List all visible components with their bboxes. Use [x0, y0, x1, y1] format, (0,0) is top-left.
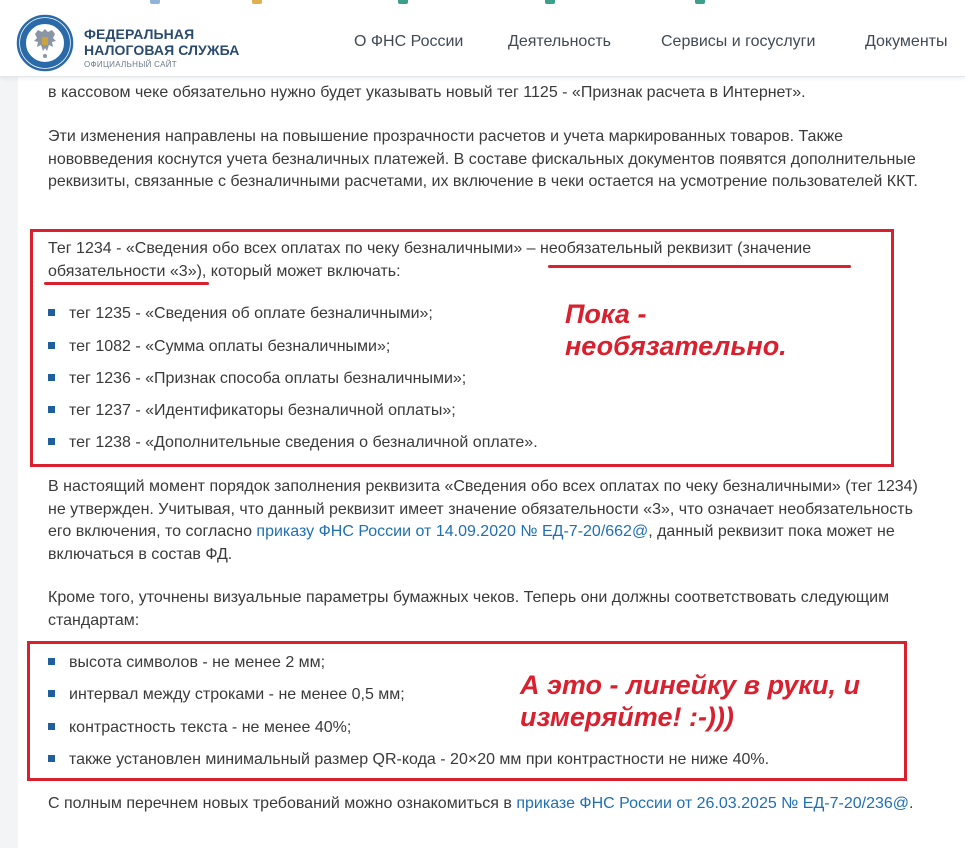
- tab-marker: [545, 0, 555, 4]
- tab-marker: [252, 0, 262, 4]
- top-tab-strip: [0, 0, 965, 8]
- tab-marker: [695, 0, 705, 4]
- nav-label: Деятельность: [508, 33, 611, 50]
- list-item-text: тег 1237 - «Идентификаторы безналичной оплаты»;: [69, 402, 456, 419]
- fns-emblem-icon[interactable]: [16, 14, 74, 72]
- list-item-text: тег 1238 - «Дополнительные сведения о безналичной оплате».: [69, 434, 538, 451]
- nav-item-activity[interactable]: [508, 8, 611, 76]
- annotation-text: Пока -: [565, 299, 647, 329]
- nav-item-documents[interactable]: [865, 8, 947, 76]
- annotation-note-measure: [520, 669, 860, 733]
- annotation-underline: [44, 282, 209, 285]
- text-span: С полным перечнем новых требований можно ознакомиться в: [48, 795, 517, 812]
- annotation-text: измеряйте! :-))): [520, 702, 734, 732]
- text-span: .: [909, 795, 914, 812]
- nav-item-about[interactable]: [354, 8, 463, 76]
- text-span: , данный реквизит пока может не включаться в состав ФД.: [48, 523, 895, 563]
- nav-label: О ФНС России: [354, 33, 464, 50]
- logo-title-line1: ФЕДЕРАЛЬНАЯ: [84, 26, 195, 42]
- list-item-text: контрастность текста - не менее 40%;: [69, 719, 352, 736]
- paragraph-tag-1125: в кассовом чеке обязательно нужно будет указывать новый тег 1125 - «Признак расчета в Интернет».: [48, 84, 806, 101]
- annotation-underline: [548, 265, 851, 268]
- logo-title-line2: НАЛОГОВАЯ СЛУЖБА: [84, 42, 240, 58]
- paragraph-tag-1234-line2: обязательности «3»), который может включать:: [48, 263, 401, 280]
- annotation-text: необязательно.: [565, 331, 787, 361]
- paragraph-current-status: [48, 476, 918, 566]
- nav-label: Сервисы и госуслуги: [661, 33, 816, 50]
- list-item-text: высота символов - не менее 2 мм;: [69, 654, 326, 671]
- nav-label: Документы: [865, 33, 948, 50]
- paragraph-tag-1234-line1: Тег 1234 - «Сведения обо всех оплатах по чеку безналичными» – необязательный реквизит (значение: [48, 240, 812, 257]
- paragraph-visual-params: Кроме того, уточнены визуальные параметры бумажных чеков. Теперь они должны соответствовать следующим стандартам:: [48, 589, 890, 629]
- paragraph-full-list: [48, 793, 918, 816]
- annotation-note-optional: [565, 298, 787, 362]
- site-header: [0, 8, 965, 77]
- list-item-text: тег 1082 - «Сумма оплаты безналичными»;: [69, 338, 391, 355]
- nav-item-services[interactable]: [661, 8, 815, 76]
- text-span: В настоящий момент порядок заполнения реквизита «Сведения обо всех оплатах по чеку безналичными» (тег 1234) не утвержден. Учитывая, что данный реквизит имеет значение обязательности «3», что означает необязательность его включения, то согласно: [48, 478, 918, 540]
- list-item-text: тег 1236 - «Признак способа оплаты безналичными»;: [69, 370, 467, 387]
- tab-marker: [150, 0, 160, 4]
- site-logo[interactable]: [84, 26, 239, 71]
- order-236-link[interactable]: приказе ФНС России от 26.03.2025 № ЕД-7-20/236@: [516, 795, 910, 812]
- list-item-text: тег 1235 - «Сведения об оплате безналичными»;: [69, 305, 433, 322]
- list-item-text: интервал между строками - не менее 0,5 мм;: [69, 686, 405, 703]
- tab-marker: [398, 0, 408, 4]
- order-662-link[interactable]: приказу ФНС России от 14.09.2020 № ЕД-7-20/662@: [256, 523, 649, 540]
- annotation-text: А это - линейку в руки, и: [520, 670, 860, 700]
- paragraph-changes: Эти изменения направлены на повышение прозрачности расчетов и учета маркированных товаров. Также нововведения коснутся учета безналичных платежей. В составе фискальных документов появятся дополнительные реквизиты, связанные с безналичными расчетами, их включение в чеки остается на усмотрение пользователей ККТ.: [48, 128, 918, 190]
- list-item-text: также установлен минимальный размер QR-кода - 20×20 мм при контрастности не ниже 40%.: [69, 751, 770, 768]
- logo-subtitle: ОФИЦИАЛЬНЫЙ САЙТ: [84, 60, 177, 69]
